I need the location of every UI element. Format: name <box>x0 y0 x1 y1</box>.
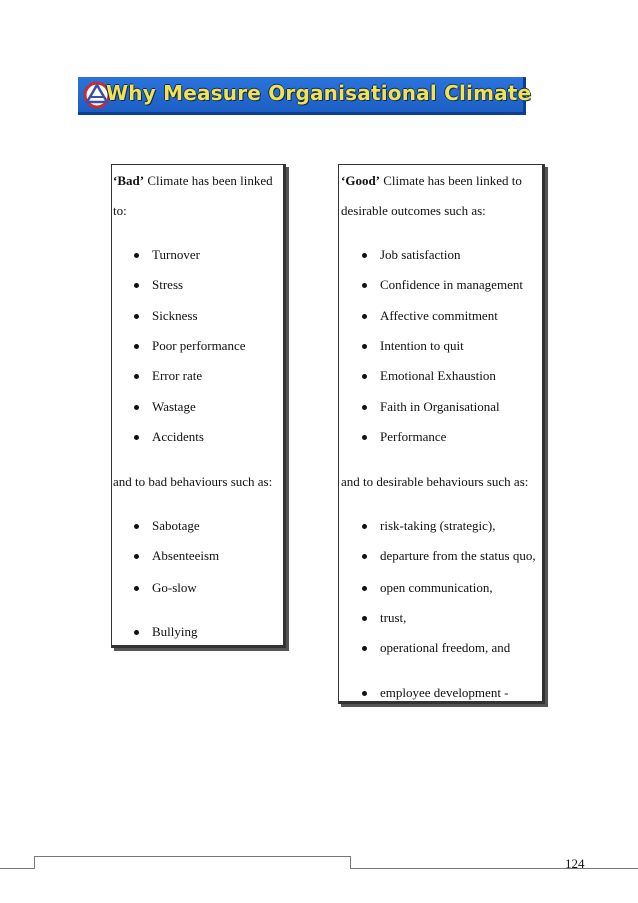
good-climate-intro: ‘Good’ Climate has been linked to <box>341 173 522 188</box>
bullet-icon <box>134 630 139 635</box>
list-item: Accidents <box>152 429 204 444</box>
list-item: Turnover <box>152 247 200 262</box>
bullet-icon <box>362 586 367 591</box>
list-item: Wastage <box>152 399 196 414</box>
list-item: departure from the status quo, <box>380 548 536 563</box>
bullet-icon <box>134 524 139 529</box>
list-item: Faith in Organisational <box>380 399 500 414</box>
list-item: Bullying <box>152 624 198 639</box>
list-item: Affective commitment <box>380 308 498 323</box>
list-item: Performance <box>380 429 447 444</box>
bullet-icon <box>134 283 139 288</box>
list-item: Intention to quit <box>380 338 464 353</box>
bullet-icon <box>134 314 139 319</box>
list-item: Poor performance <box>152 338 246 353</box>
bullet-icon <box>134 586 139 591</box>
bullet-icon <box>362 691 367 696</box>
good-climate-intro-line2: desirable outcomes such as: <box>341 203 486 218</box>
bullet-icon <box>362 314 367 319</box>
list-item: Sabotage <box>152 518 200 533</box>
bullet-icon <box>362 616 367 621</box>
page-title: Why Measure Organisational Climate <box>106 81 532 105</box>
list-item: Confidence in management <box>380 277 523 292</box>
bullet-icon <box>362 554 367 559</box>
bullet-icon <box>134 435 139 440</box>
footer-rule-left <box>0 868 34 869</box>
bullet-icon <box>362 524 367 529</box>
list-item: Emotional Exhaustion <box>380 368 496 383</box>
bullet-icon <box>362 283 367 288</box>
footer-rule-right <box>350 868 638 869</box>
list-item: Go-slow <box>152 580 197 595</box>
list-item: Error rate <box>152 368 203 383</box>
bullet-icon <box>134 405 139 410</box>
title-banner <box>78 77 532 115</box>
bullet-icon <box>362 646 367 651</box>
list-item: operational freedom, and <box>380 640 511 655</box>
list-item: risk-taking (strategic), <box>380 518 496 533</box>
bullet-icon <box>134 554 139 559</box>
bad-climate-intro: ‘Bad’ Climate has been linked <box>113 173 273 188</box>
page-number: 124 <box>565 856 585 871</box>
bad-behaviours-intro: and to bad behaviours such as: <box>113 474 273 489</box>
bullet-icon <box>134 374 139 379</box>
bullet-icon <box>362 344 367 349</box>
list-item: Stress <box>152 277 184 292</box>
bullet-icon <box>362 253 367 258</box>
bullet-icon <box>134 344 139 349</box>
bullet-icon <box>362 435 367 440</box>
list-item: Job satisfaction <box>380 247 461 262</box>
list-item: employee development - <box>380 685 509 700</box>
footer-rule-tick-left <box>34 856 35 869</box>
bullet-icon <box>362 405 367 410</box>
list-item: Sickness <box>152 308 198 323</box>
list-item: trust, <box>380 610 407 625</box>
footer-rule-top <box>34 856 350 857</box>
good-behaviours-intro: and to desirable behaviours such as: <box>341 474 529 489</box>
bad-climate-intro-line2: to: <box>113 203 127 218</box>
bullet-icon <box>362 374 367 379</box>
bullet-icon <box>134 253 139 258</box>
list-item: open communication, <box>380 580 493 595</box>
list-item: Absenteeism <box>152 548 220 563</box>
